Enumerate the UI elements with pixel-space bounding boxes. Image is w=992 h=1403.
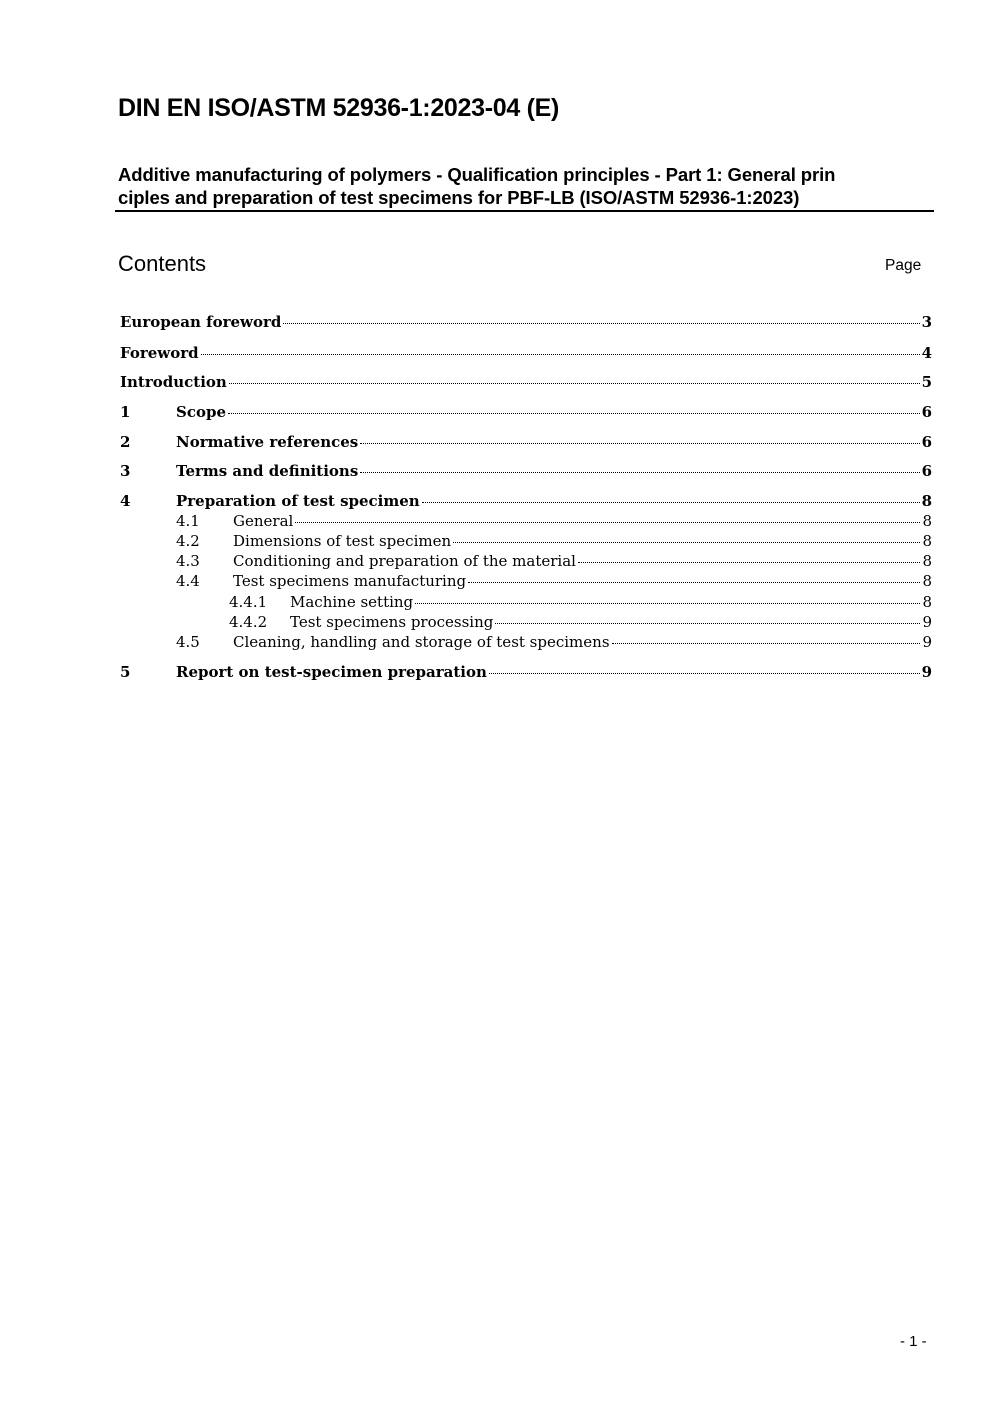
toc-dot-leader [228,413,920,414]
toc-entry-page: 5 [921,373,932,391]
toc-dot-leader [495,623,920,624]
toc-dot-leader [422,502,920,503]
toc-entry-page: 9 [922,613,932,631]
document-title [118,163,934,209]
toc-entry-title: Machine setting [290,593,414,611]
toc-entry-number: 4.4.2 [229,613,268,631]
toc-entry-introduction[interactable] [120,372,932,392]
toc-entry-title: Dimensions of test specimen [233,532,452,550]
toc-entry-page: 8 [921,492,932,510]
toc-dot-leader [612,643,921,644]
toc-dot-leader [453,542,920,543]
toc-entry-page: 6 [921,403,932,421]
toc-entry-page: 4 [921,344,932,362]
toc-entry-test-specimens-processing[interactable] [229,612,932,632]
toc-entry-conditioning-and-preparation[interactable] [176,551,932,571]
toc-entry-title: Conditioning and preparation of the material [233,552,576,570]
toc-dot-leader [295,522,920,523]
toc-entry-number: 4.2 [176,532,200,550]
toc-dot-leader [360,472,919,473]
toc-entry-number: 3 [120,462,131,480]
toc-entry-foreword[interactable] [120,343,932,363]
toc-dot-leader [201,354,920,355]
toc-entry-title: Cleaning, handling and storage of test specimens [233,633,610,651]
toc-entry-title: Report on test-specimen preparation [176,663,487,681]
toc-entry-dimensions-of-test-specimen[interactable] [176,531,932,551]
toc-entry-title: Normative references [176,433,359,451]
toc-entry-title: Terms and definitions [176,462,359,480]
toc-dot-leader [415,603,920,604]
toc-entry-title: European foreword [120,313,282,331]
toc-entry-title: Introduction [120,373,227,391]
toc-entry-european-foreword[interactable] [120,312,932,332]
toc-entry-cleaning-handling-storage[interactable] [176,632,932,652]
toc-entry-test-specimens-manufacturing[interactable] [176,571,932,591]
toc-entry-number: 4.3 [176,552,200,570]
page-number: - 1 - [900,1333,927,1350]
toc-entry-page: 6 [921,433,932,451]
toc-entry-title: Foreword [120,344,199,362]
toc-entry-number: 4 [120,492,131,510]
toc-entry-number: 4.4 [176,572,200,590]
toc-entry-page: 6 [921,462,932,480]
toc-entry-page: 8 [922,532,932,550]
toc-entry-page: 3 [921,313,932,331]
toc-entry-page: 8 [922,572,932,590]
toc-entry-scope[interactable] [120,402,932,422]
toc-entry-title: Test specimens manufacturing [233,572,467,590]
toc-entry-title: Test specimens processing [290,613,494,631]
toc-entry-page: 9 [921,663,932,681]
document-identifier: DIN EN ISO/ASTM 52936-1:2023-04 (E) [118,94,560,122]
toc-entry-preparation-of-test-specimen[interactable] [120,491,932,511]
document-title-line-1: Additive manufacturing of polymers - Qualification principles - Part 1: General prin [118,164,836,185]
toc-dot-leader [283,323,919,324]
toc-entry-general[interactable] [176,511,932,531]
toc-entry-number: 5 [120,663,131,681]
toc-entry-page: 9 [922,633,932,651]
document-title-line-2: ciples and preparation of test specimens for PBF-LB (ISO/ASTM 52936-1:2023) [118,187,800,208]
toc-entry-title: General [233,512,294,530]
toc-entry-terms-and-definitions[interactable] [120,461,932,481]
toc-entry-normative-references[interactable] [120,432,932,452]
page-column-label: Page [885,257,922,274]
toc-entry-report-on-test-specimen-preparation[interactable] [120,662,932,682]
toc-dot-leader [360,443,919,444]
contents-heading: Contents [118,251,207,276]
toc-entry-number: 4.5 [176,633,200,651]
title-underline-divider [115,210,934,212]
toc-entry-title: Scope [176,403,227,421]
toc-entry-page: 8 [922,512,932,530]
toc-entry-machine-setting[interactable] [229,592,932,612]
toc-dot-leader [489,673,920,674]
toc-entry-page: 8 [922,593,932,611]
toc-entry-title: Preparation of test specimen [176,492,420,510]
toc-dot-leader [468,582,920,583]
toc-entry-page: 8 [922,552,932,570]
toc-entry-number: 4.4.1 [229,593,268,611]
toc-entry-number: 4.1 [176,512,200,530]
toc-entry-number: 1 [120,403,131,421]
toc-dot-leader [578,562,921,563]
toc-entry-number: 2 [120,433,131,451]
toc-dot-leader [229,383,920,384]
